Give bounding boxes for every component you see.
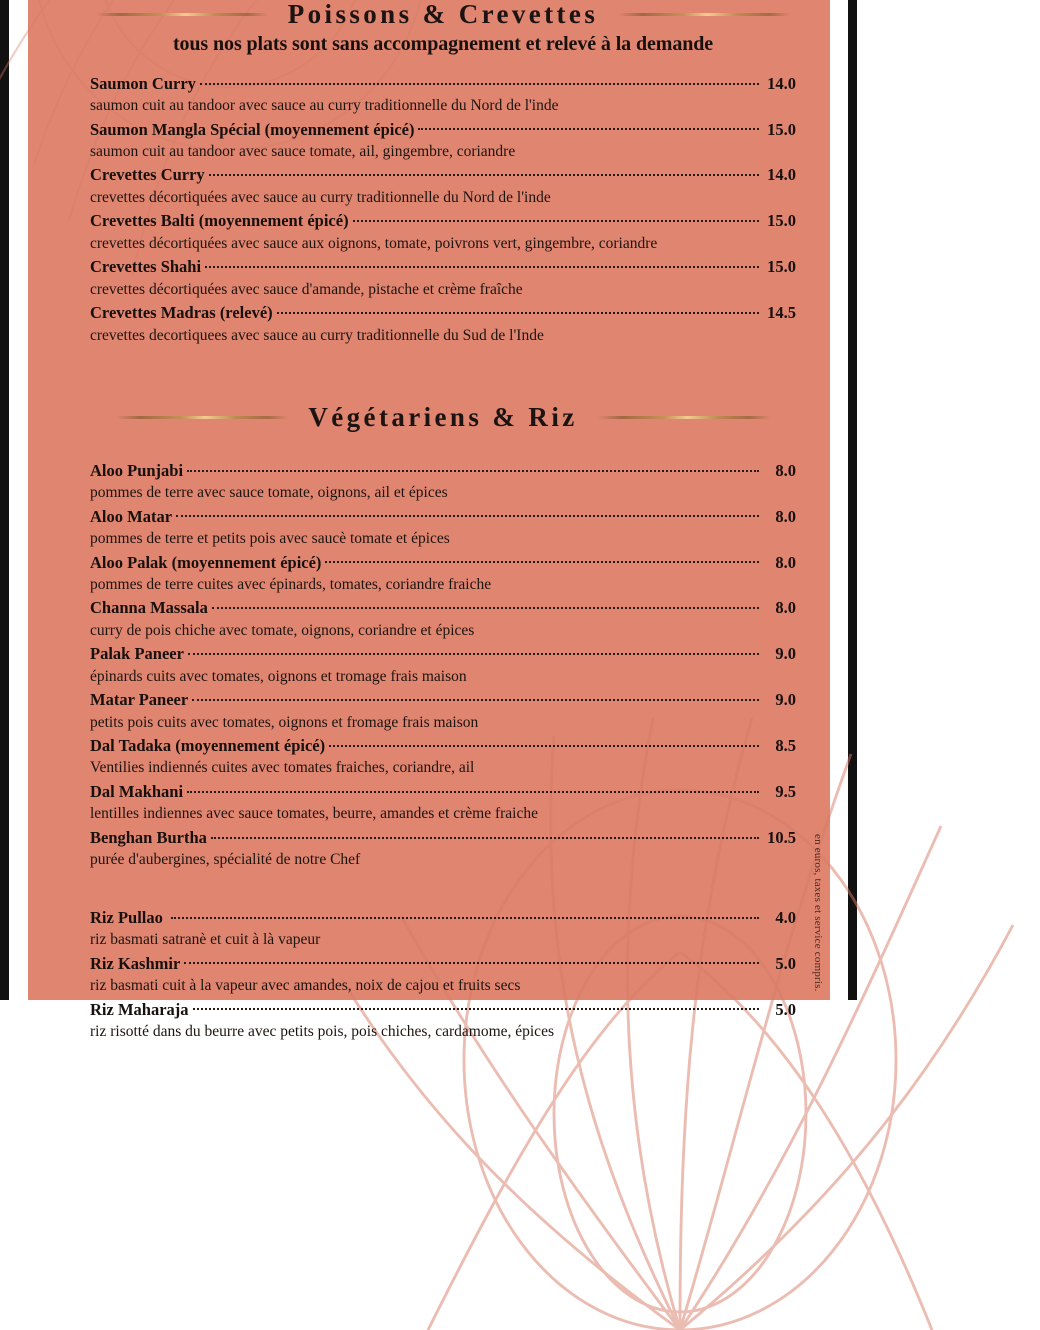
- menu-item: [90, 734, 796, 780]
- dot-leader: [353, 210, 759, 226]
- menu-item: [90, 642, 796, 688]
- menu-item: [90, 163, 796, 209]
- menu-item-line: [90, 734, 796, 757]
- dot-leader: [187, 460, 759, 476]
- menu-item-line: [90, 459, 796, 482]
- viewer-right-rail: [848, 0, 857, 1000]
- section-subtitle: tous nos plats sont sans accompagnement et relevé à la demande: [172, 32, 714, 55]
- menu-item-name: Crevettes Curry: [90, 165, 205, 185]
- menu-item-price: 15.0: [767, 119, 796, 139]
- menu-item-description: crevettes décortiquées avec sauce au curry traditionnelle du Nord de l'inde: [90, 188, 551, 206]
- menu-item-name: Channa Massala: [90, 598, 208, 618]
- menu-item-description: purée d'aubergines, spécialité de notre Chef: [90, 851, 361, 869]
- menu-item: [90, 998, 796, 1044]
- menu-item-list: [90, 72, 796, 347]
- menu-item-name: Crevettes Shahi: [90, 257, 202, 277]
- dot-leader: [325, 552, 759, 568]
- dot-leader: [277, 302, 759, 318]
- menu-item: [90, 505, 796, 551]
- menu-item-name: Matar Paneer: [90, 690, 189, 710]
- menu-item-price: 14.0: [767, 165, 796, 185]
- section-title: Végétariens & Riz: [308, 402, 578, 433]
- menu-item-line: [90, 780, 796, 803]
- menu-item-price: 14.0: [767, 73, 796, 93]
- menu-item-description: Ventilies indiennés cuites avec tomates fraiches, coriandre, ail: [90, 759, 475, 777]
- menu-item: [90, 826, 796, 872]
- menu-item: [90, 596, 796, 642]
- menu-content: [28, 0, 830, 1043]
- menu-item-price: 8.0: [775, 552, 796, 572]
- menu-item-line: [90, 551, 796, 574]
- menu-item-name: Palak Paneer: [90, 644, 184, 664]
- menu-item: [90, 301, 796, 347]
- section-header: [90, 0, 796, 30]
- dot-leader: [184, 953, 759, 969]
- menu-item-description: crevettes decortiquees avec sauce au curry traditionnelle du Sud de l'Inde: [90, 326, 544, 344]
- menu-item-line: [90, 255, 796, 278]
- menu-item-line: [90, 688, 796, 711]
- menu-item-line: [90, 163, 796, 186]
- menu-item-description: pommes de terre et petits pois avec saucè tomate et épices: [90, 530, 450, 548]
- menu-item-description: saumon cuit au tandoor avec sauce au curry traditionnelle du Nord de l'inde: [90, 97, 559, 115]
- gold-rule-right: [598, 416, 770, 419]
- menu-item-name: Crevettes Balti (moyennement épicé): [90, 211, 349, 231]
- price-legal-note: en euros, taxes et service compris.: [812, 834, 824, 992]
- menu-item-name: Dal Makhani: [90, 781, 184, 801]
- menu-item-description: crevettes décortiquées avec sauce d'amande, pistache et crème fraîche: [90, 280, 523, 298]
- menu-item-line: [90, 118, 796, 141]
- dot-leader: [176, 506, 759, 522]
- menu-item-name: Riz Maharaja: [90, 999, 189, 1019]
- menu-item-price: 15.0: [767, 211, 796, 231]
- menu-item-price: 4.0: [775, 907, 796, 927]
- section-title: Poissons & Crevettes: [287, 0, 599, 29]
- dot-leader: [418, 119, 759, 135]
- menu-item-description: lentilles indiennes avec sauce tomates, beurre, amandes et crème fraiche: [90, 805, 538, 823]
- menu-item-description: pommes de terre cuites avec épinards, tomates, coriandre fraiche: [90, 575, 492, 593]
- menu-item-price: 5.0: [775, 999, 796, 1019]
- section-poissons-crevettes: [90, 0, 796, 347]
- gold-rule-left: [116, 416, 288, 419]
- menu-item: [90, 780, 796, 826]
- menu-item-name: Crevettes Madras (relevé): [90, 303, 273, 323]
- menu-item-price: 9.0: [775, 644, 796, 664]
- section-vegetariens-riz: [90, 403, 796, 1043]
- menu-item-line: [90, 209, 796, 232]
- menu-item-line: [90, 301, 796, 324]
- menu-item-description: saumon cuit au tandoor avec sauce tomate, ail, gingembre, coriandre: [90, 143, 516, 160]
- menu-item-line: [90, 72, 796, 95]
- dot-leader: [209, 164, 759, 180]
- menu-item-price: 8.0: [775, 506, 796, 526]
- menu-item-name: Riz Kashmir: [90, 953, 181, 973]
- section-header: [90, 403, 796, 433]
- menu-item: [90, 209, 796, 255]
- menu-item: [90, 118, 796, 164]
- menu-item-line: [90, 596, 796, 619]
- menu-item-name: Saumon Mangla Spécial (moyennement épicé): [90, 119, 415, 139]
- menu-item-line: [90, 826, 796, 849]
- menu-item-price: 8.0: [775, 460, 796, 480]
- menu-item: [90, 551, 796, 597]
- dot-leader: [329, 735, 759, 751]
- menu-item-description: riz basmati satranè et cuit à là vapeur: [90, 931, 321, 949]
- menu-item-price: 9.5: [775, 781, 796, 801]
- menu-item-name: Aloo Punjabi: [90, 460, 184, 480]
- menu-item: [90, 72, 796, 118]
- section-spacer: [90, 347, 796, 403]
- menu-item-price: 9.0: [775, 690, 796, 710]
- menu-item-name: Dal Tadaka (moyennement épicé): [90, 736, 326, 756]
- menu-item-description: petits pois cuits avec tomates, oignons et fromage frais maison: [90, 713, 479, 731]
- dot-leader: [187, 781, 759, 797]
- menu-item-description: épinards cuits avec tomates, oignons et tromage frais maison: [90, 667, 467, 685]
- menu-item-line: [90, 505, 796, 528]
- rice-group-spacer: [90, 872, 796, 906]
- menu-item-name: Benghan Burtha: [90, 827, 207, 847]
- menu-item-price: 15.0: [767, 257, 796, 277]
- menu-item-line: [90, 906, 796, 929]
- menu-item-price: 5.0: [775, 953, 796, 973]
- menu-item-list: [90, 459, 796, 1044]
- dot-leader: [212, 597, 759, 613]
- dot-leader: [211, 827, 759, 843]
- gold-rule-left: [96, 13, 268, 16]
- menu-item-name: Aloo Palak (moyennement épicé): [90, 552, 322, 572]
- menu-item-description: crevettes décortiquées avec sauce aux oignons, tomate, poivrons vert, gingembre, coriandre: [90, 234, 658, 252]
- dot-leader: [171, 907, 759, 923]
- menu-item-price: 8.5: [775, 736, 796, 756]
- menu-item: [90, 952, 796, 998]
- menu-item-line: [90, 998, 796, 1021]
- menu-item: [90, 459, 796, 505]
- menu-item-description: pommes de terre avec sauce tomate, oignons, ail et épices: [90, 484, 448, 502]
- menu-item-description: curry de pois chiche avec tomate, oignons, coriandre et épices: [90, 621, 475, 639]
- menu-item: [90, 255, 796, 301]
- menu-item-price: 14.5: [767, 303, 796, 323]
- menu-item-line: [90, 952, 796, 975]
- dot-leader: [205, 256, 759, 272]
- menu-item: [90, 906, 796, 952]
- menu-item-description: riz risotté dans du beurre avec petits pois, pois chiches, cardamome, épices: [90, 1022, 554, 1040]
- viewer-left-rail: [0, 0, 9, 1000]
- menu-item-description: riz basmati cuit à la vapeur avec amandes, noix de cajou et fruits secs: [90, 977, 521, 995]
- menu-item: [90, 688, 796, 734]
- menu-item-name: Saumon Curry: [90, 73, 196, 93]
- gold-rule-right: [618, 13, 790, 16]
- menu-item-price: 8.0: [775, 598, 796, 618]
- dot-leader: [192, 689, 759, 705]
- dot-leader: [193, 999, 759, 1015]
- menu-item-price: 10.5: [767, 827, 796, 847]
- menu-item-name: Riz Pullao: [90, 907, 167, 927]
- menu-item-name: Aloo Matar: [90, 506, 173, 526]
- menu-item-line: [90, 642, 796, 665]
- dot-leader: [200, 73, 759, 89]
- dot-leader: [188, 643, 759, 659]
- menu-page: [28, 0, 830, 1040]
